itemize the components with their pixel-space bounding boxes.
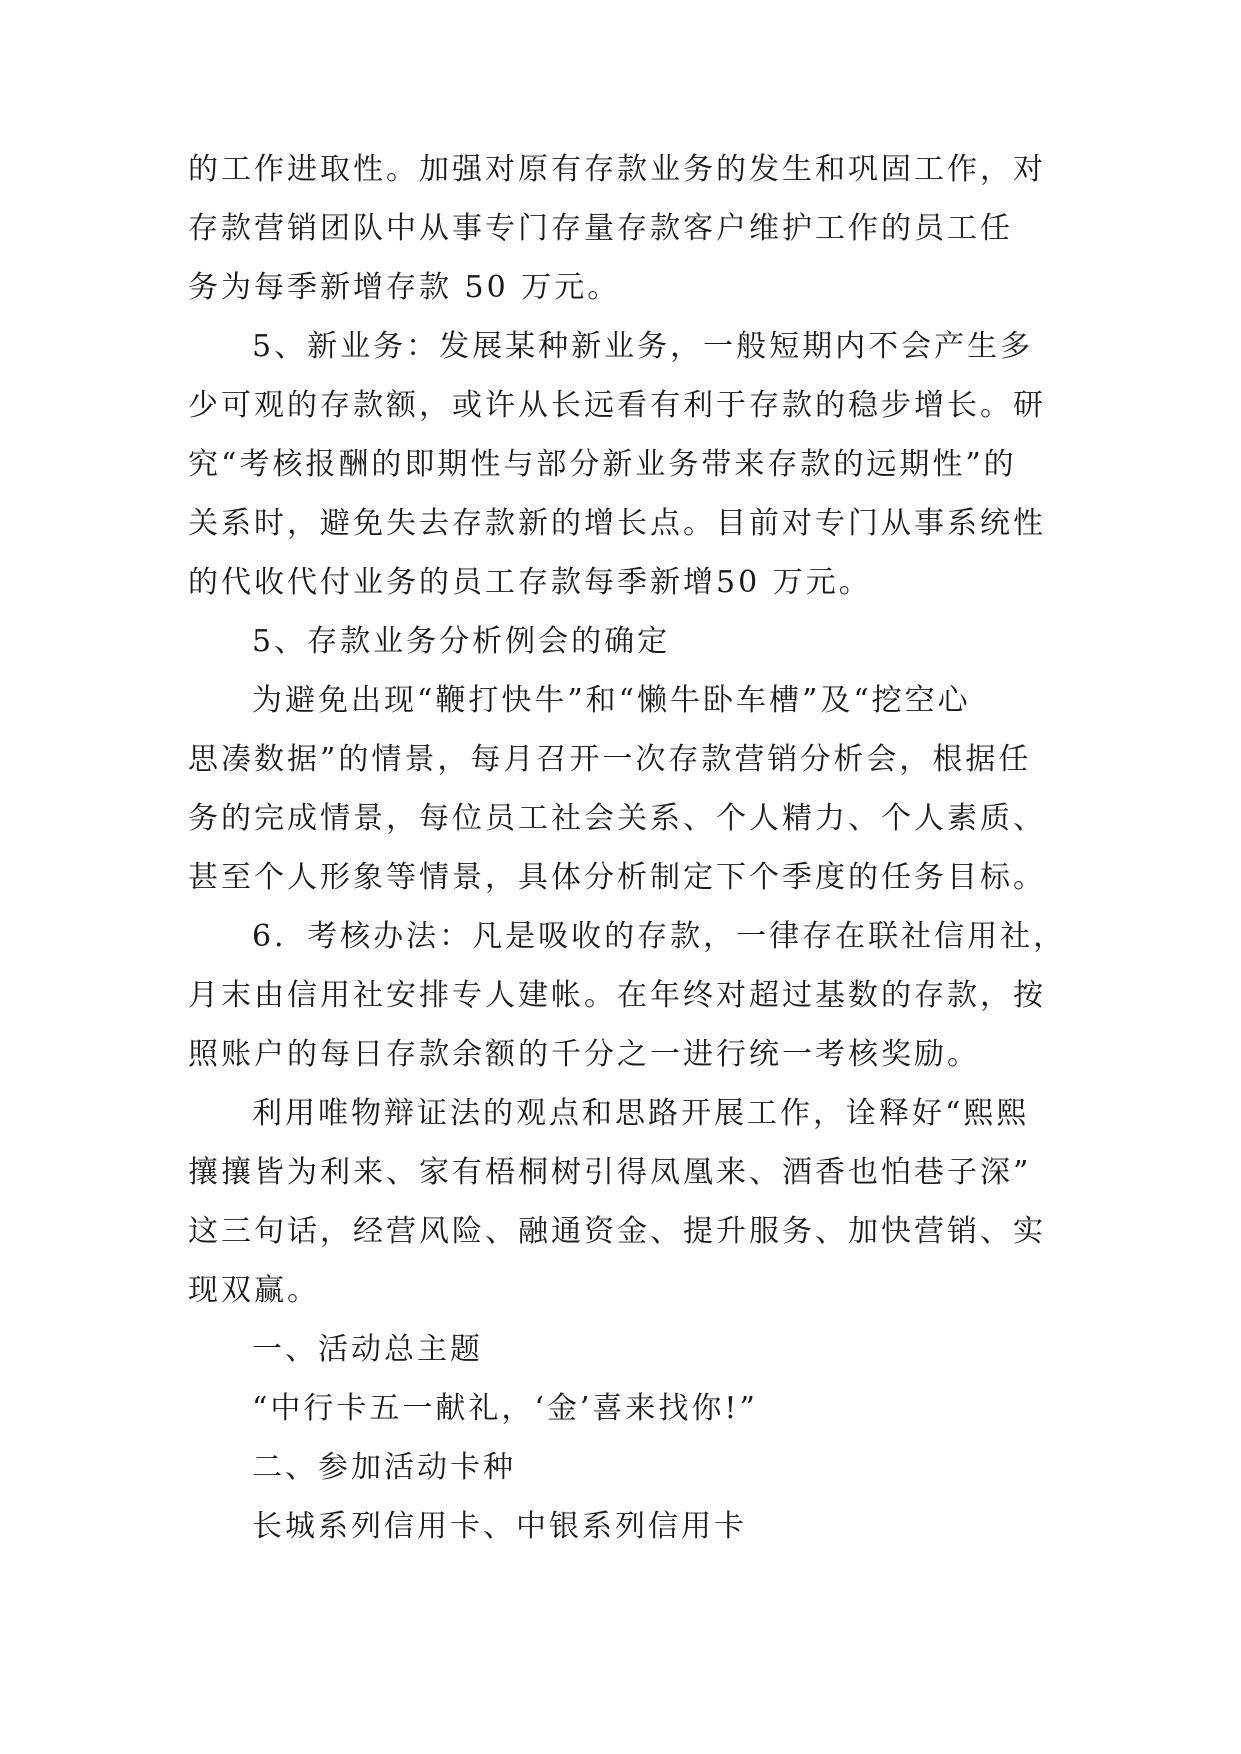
section-heading: 5、存款业务分析例会的确定: [252, 624, 671, 659]
text-line: 现双赢。: [188, 1273, 320, 1308]
text-line: 这三句话，经营风险、融通资金、提升服务、加快营销、实: [188, 1214, 1046, 1249]
text-line: 关系时，避免失去存款新的增长点。目前对专门从事系统性: [188, 506, 1046, 541]
text-line: 利用唯物辩证法的观点和思路开展工作，诠释好“熙熙: [252, 1096, 1030, 1131]
text-line: 攘攘皆为利来、家有梧桐树引得凤凰来、酒香也怕巷子深”: [188, 1155, 1032, 1190]
activity-theme: “中行卡五一献礼，‘金’喜来找你!”: [252, 1391, 758, 1426]
paragraph-heading: 6．考核办法：凡是吸收的存款，一律存在联社信用社，: [252, 919, 1067, 954]
section-heading: 二、参加活动卡种: [252, 1450, 516, 1485]
text-line: 思凑数据”的情景，每月召开一次存款营销分析会，根据任: [188, 742, 1032, 777]
text-line: 务为每季新增存款 50 万元。: [188, 270, 621, 305]
text-line: 照账户的每日存款余额的千分之一进行统一考核奖励。: [188, 1037, 980, 1072]
text-line: 的工作进取性。加强对原有存款业务的发生和巩固工作，对: [188, 152, 1046, 187]
text-line: 的代收代付业务的员工存款每季新增50 万元。: [188, 565, 872, 600]
text-line: 存款营销团队中从事专门存量存款客户维护工作的员工任: [188, 211, 1013, 246]
text-line: 月末由信用社安排专人建帐。在年终对超过基数的存款，按: [188, 978, 1046, 1013]
section-heading: 一、活动总主题: [252, 1332, 483, 1367]
text-line: 务的完成情景，每位员工社会关系、个人精力、个人素质、: [188, 801, 1046, 836]
paragraph-heading: 5、新业务：发展某种新业务，一般短期内不会产生多: [252, 329, 1034, 364]
text-line: 究“考核报酬的即期性与部分新业务带来存款的远期性”的: [188, 447, 1017, 482]
text-line: 甚至个人形象等情景，具体分析制定下个季度的任务目标。: [188, 860, 1046, 895]
card-types: 长城系列信用卡、中银系列信用卡: [252, 1509, 747, 1544]
text-line: 少可观的存款额，或许从长远看有利于存款的稳步增长。研: [188, 388, 1046, 423]
text-line: 为避免出现“鞭打快牛”和“懒牛卧车槽”及“挖空心: [252, 683, 971, 718]
